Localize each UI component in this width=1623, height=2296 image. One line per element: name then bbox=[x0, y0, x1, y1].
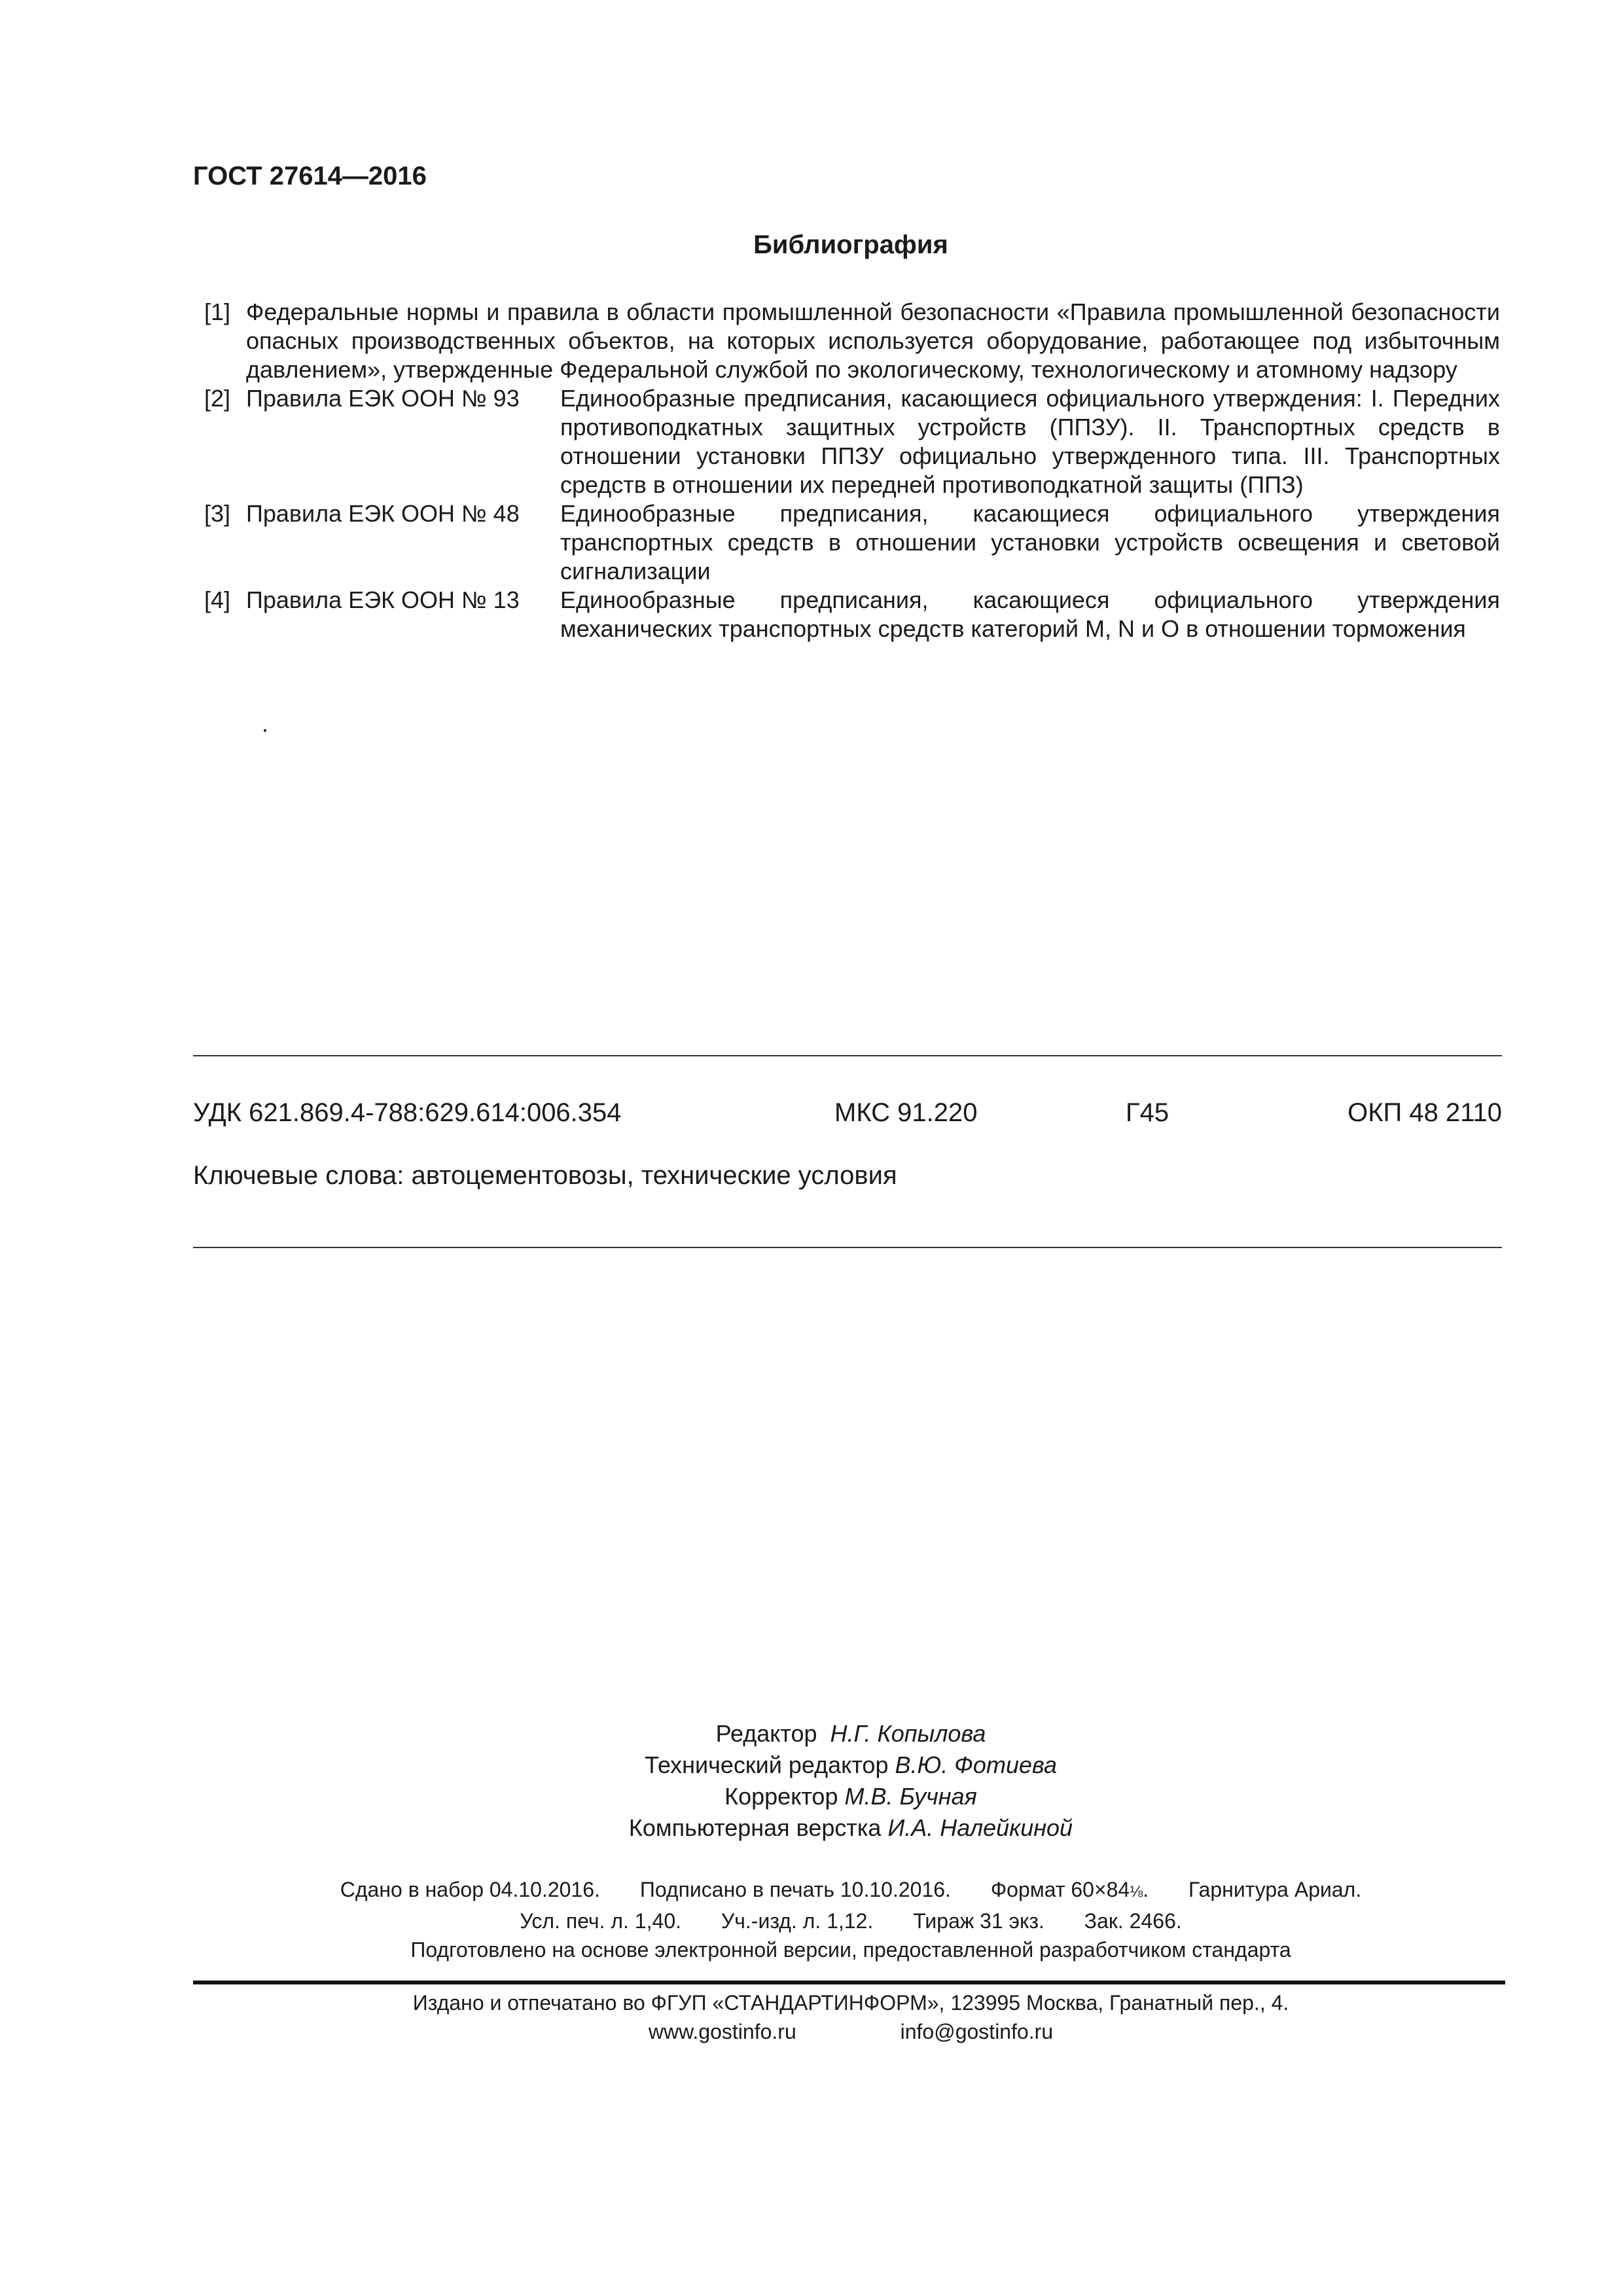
mks-code: МКС 91.220 bbox=[834, 1098, 978, 1127]
bibliography-item bbox=[204, 586, 1500, 643]
credit-layout bbox=[0, 1812, 1623, 1844]
publisher-info: Издано и отпечатано во ФГУП «СТАНДАРТИНФОРМ», 123995 Москва, Гранатный пер., 4. bbox=[412, 1991, 1289, 2015]
credit-editor bbox=[0, 1718, 1623, 1749]
divider-thick bbox=[193, 1981, 1505, 1984]
footer bbox=[0, 1988, 1623, 2046]
publication-line-1 bbox=[0, 1875, 1623, 1907]
credit-name: М.В. Бучная bbox=[844, 1783, 977, 1810]
bibliography-item-number: [2] bbox=[204, 385, 231, 412]
credit-role: Корректор bbox=[724, 1783, 838, 1810]
credit-role: Компьютерная верстка bbox=[628, 1814, 882, 1841]
credit-role: Технический редактор bbox=[644, 1751, 889, 1778]
divider bbox=[193, 1247, 1502, 1248]
bibliography-item-text: Единообразные предписания, касающиеся официального утверждения: I. Передних противоподкатных защитных устройств (ППЗУ). II. Транспортных средств в отношении установки ППЗУ официально утвержденного типа. III. Транспортных средств в отношении их передней противоподкатной защиты (ППЗ) bbox=[560, 385, 1500, 498]
bibliography-item-number: [4] bbox=[204, 586, 231, 613]
email-link[interactable]: info@gostinfo.ru bbox=[900, 2020, 1054, 2043]
udk-code: УДК 621.869.4-788:629.614:006.354 bbox=[193, 1098, 622, 1127]
bibliography-title: Библиография bbox=[753, 230, 948, 259]
publisher-sheets: Уч.-изд. л. 1,12. bbox=[721, 1909, 874, 1933]
signed-date-text: Подписано в печать 10.10.2016. bbox=[639, 1878, 951, 1901]
g-code: Г45 bbox=[1126, 1098, 1169, 1127]
signed-date bbox=[640, 1878, 951, 1901]
format-fraction: ⅛ bbox=[1130, 1883, 1143, 1901]
document-code: ГОСТ 27614—2016 bbox=[193, 162, 427, 190]
publication-line-2 bbox=[0, 1907, 1623, 1935]
bibliography-item bbox=[204, 298, 1500, 384]
format: Формат 60×84⅛. bbox=[990, 1878, 1149, 1901]
print-sheets: Усл. печ. л. 1,40. bbox=[520, 1909, 681, 1933]
bibliography-item-number: [1] bbox=[204, 298, 231, 325]
copies: Тираж 31 экз. bbox=[913, 1909, 1044, 1933]
bibliography-item-text: Федеральные нормы и правила в области промышленной безопасности «Правила промышленной безопасности опасных производственных объектов, на которых используется оборудование, работающее под избыточным давлением», утвержденные Федеральной службой по экологическому, технологическому и атомному надзору bbox=[246, 298, 1500, 383]
divider bbox=[193, 1055, 1502, 1056]
order-number: Зак. 2466. bbox=[1084, 1909, 1182, 1933]
stray-mark: . bbox=[262, 710, 269, 737]
credit-name: И.А. Налейкиной bbox=[887, 1814, 1073, 1841]
credits-block bbox=[0, 1718, 1623, 1844]
publication-info bbox=[0, 1875, 1623, 1964]
bibliography-item-text: Единообразные предписания, касающиеся официального утверждения транспортных средств в отношении установки устройств освещения и световой сигнализации bbox=[560, 500, 1500, 584]
format-text: Формат 60×84 bbox=[990, 1878, 1130, 1901]
contact-line bbox=[0, 2017, 1623, 2046]
credit-proofreader bbox=[0, 1781, 1623, 1812]
credit-role: Редактор bbox=[715, 1720, 817, 1747]
bibliography-list bbox=[204, 298, 1500, 643]
classification-row bbox=[193, 1098, 1502, 1131]
website-link[interactable]: www.gostinfo.ru bbox=[648, 2020, 796, 2043]
bibliography-item bbox=[204, 499, 1500, 586]
bibliography-item bbox=[204, 384, 1500, 499]
keywords: Ключевые слова: автоцементовозы, технические условия bbox=[193, 1161, 897, 1190]
bibliography-item-reference: Правила ЕЭК ООН № 13 bbox=[246, 586, 520, 613]
bibliography-item-text: Единообразные предписания, касающиеся официального утверждения механических транспортных средств категорий М, N и О в отношении торможения bbox=[560, 586, 1500, 642]
bibliography-item-reference: Правила ЕЭК ООН № 93 bbox=[246, 385, 520, 412]
typeface: Гарнитура Ариал. bbox=[1188, 1878, 1362, 1901]
credit-name: Н.Г. Копылова bbox=[830, 1720, 986, 1747]
credit-name: В.Ю. Фотиева bbox=[895, 1751, 1058, 1778]
bibliography-item-number: [3] bbox=[204, 500, 231, 527]
prepared-note: Подготовлено на основе электронной версии, предоставленной разработчиком стандарта bbox=[410, 1938, 1291, 1962]
credit-technical-editor bbox=[0, 1749, 1623, 1781]
okp-code: ОКП 48 2110 bbox=[1347, 1098, 1502, 1127]
bibliography-item-reference: Правила ЕЭК ООН № 48 bbox=[246, 500, 520, 527]
set-date: Сдано в набор 04.10.2016. bbox=[340, 1878, 600, 1901]
